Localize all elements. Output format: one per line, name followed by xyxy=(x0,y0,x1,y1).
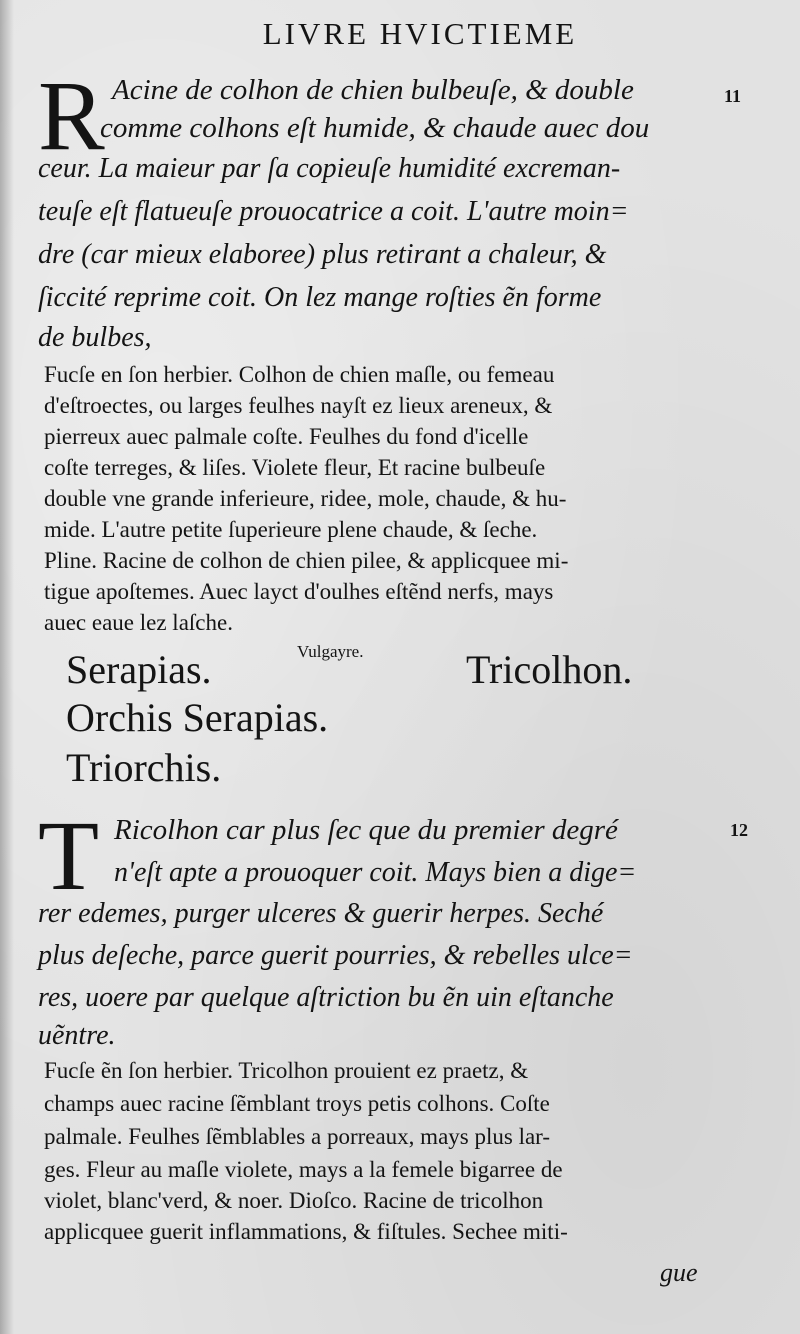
section1-roman-line-9: auec eaue lez laſche. xyxy=(44,610,233,635)
section1-roman-line-6: mide. L'autre petite ſuperieure plene chaude, & ſeche. xyxy=(44,517,538,542)
section2-roman-line-1: Fucſe ẽn ſon herbier. Tricolhon prouient ez praetz, & xyxy=(44,1058,529,1083)
margin-number-11: 11 xyxy=(724,86,742,106)
section1-italic-line-4: teuſe eſt flatueuſe prouocatrice a coit. L'autre moin= xyxy=(38,196,629,227)
section1-italic-line-3: ceur. La maieur par ſa copieuſe humidité excreman- xyxy=(38,153,621,184)
section2-italic-line-6: uẽntre. xyxy=(38,1020,116,1051)
page-gutter-shadow xyxy=(0,0,14,1334)
section2-roman-line-6: applicquee guerit inflammations, & fiſtules. Sechee miti- xyxy=(44,1219,568,1244)
drop-cap-r: R xyxy=(38,60,105,171)
section1-italic-line-5: dre (car mieux elaboree) plus retirant a chaleur, & xyxy=(38,239,607,270)
section2-italic-line-2: n'eſt apte a prouoquer coit. Mays bien a dige= xyxy=(114,857,637,888)
section1-italic-line-2: comme colhons eſt humide, & chaude auec dou xyxy=(100,112,650,144)
plant-name-tricolhon: Tricolhon. xyxy=(466,647,633,692)
section2-roman-line-3: palmale. Feulhes ſẽmblables a porreaux, mays plus lar- xyxy=(44,1124,551,1149)
margin-number-12: 12 xyxy=(730,820,748,840)
section1-roman-line-2: d'eſtroectes, ou larges feulhes nayſt ez lieux areneux, & xyxy=(44,393,553,418)
running-header: LIVRE HVICTIEME xyxy=(262,16,578,51)
plant-name-triorchis: Triorchis. xyxy=(66,745,222,790)
drop-cap-t: T xyxy=(38,800,100,911)
plant-name-serapias: Serapias. xyxy=(66,647,212,692)
section2-italic-line-3: rer edemes, purger ulceres & guerir herpes. Seché xyxy=(38,898,604,929)
section1-roman-line-1: Fucſe en ſon herbier. Colhon de chien maſle, ou femeau xyxy=(44,362,555,387)
section1-roman-line-7: Pline. Racine de colhon de chien pilee, & applicquee mi- xyxy=(44,548,569,573)
section2-italic-line-4: plus deſeche, parce guerit pourries, & rebelles ulce= xyxy=(38,940,633,971)
section2-roman-line-5: violet, blanc'verd, & noer. Dioſco. Racine de tricolhon xyxy=(44,1188,544,1213)
section2-roman-line-4: ges. Fleur au maſle violete, mays a la femele bigarree de xyxy=(44,1157,563,1182)
section1-roman-line-8: tigue apoſtemes. Auec layct d'oulhes eſtẽnd nerfs, mays xyxy=(44,579,554,604)
section1-italic-line-1: Acine de colhon de chien bulbeuſe, & double xyxy=(112,74,634,106)
section2-italic-line-1: Ricolhon car plus ſec que du premier degré xyxy=(114,814,618,846)
section1-roman-line-3: pierreux auec palmale coſte. Feulhes du fond d'icelle xyxy=(44,424,529,449)
catchword: gue xyxy=(660,1258,698,1287)
section2-italic-line-5: res, uoere par quelque aſtriction bu ẽn uin eſtanche xyxy=(38,982,614,1013)
section1-roman-line-4: coſte terreges, & liſes. Violete fleur, Et racine bulbeuſe xyxy=(44,455,546,480)
section1-roman-line-5: double vne grande inferieure, ridee, mole, chaude, & hu- xyxy=(44,486,567,511)
section2-roman-line-2: champs auec racine ſẽmblant troys petis colhons. Coſte xyxy=(44,1091,550,1116)
section1-italic-line-7: de bulbes, xyxy=(38,322,152,353)
section1-italic-line-6: ſiccité reprime coit. On lez mange roſties ẽn forme xyxy=(38,282,602,313)
vulgar-label: Vulgayre. xyxy=(297,642,364,661)
plant-name-orchis-serapias: Orchis Serapias. xyxy=(66,695,329,740)
